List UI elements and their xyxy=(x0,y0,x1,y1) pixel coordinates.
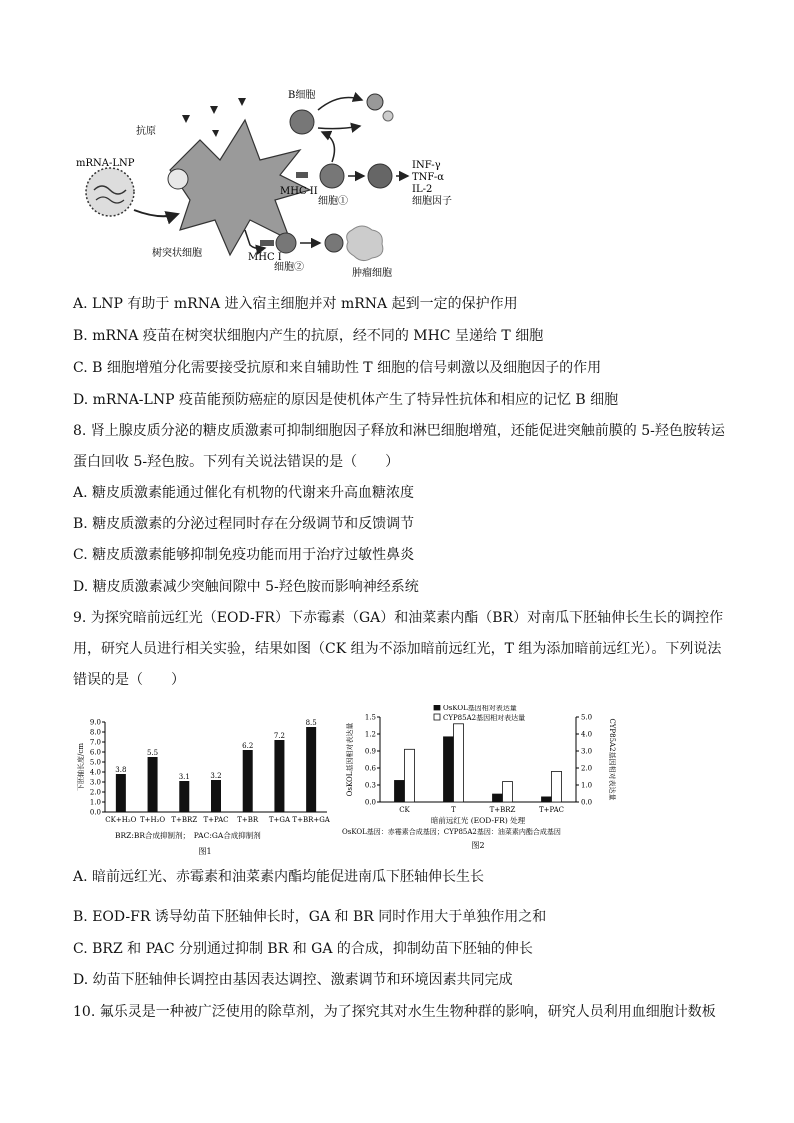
data-label: 6.2 xyxy=(242,742,254,750)
q8-stem-line2: 蛋白回收 5-羟色胺。下列有关说法错误的是（ ） xyxy=(73,454,400,470)
y-tick-label: 7.0 xyxy=(89,738,101,747)
bar xyxy=(148,757,158,812)
bar-oskol xyxy=(542,797,552,802)
x-tick-label: T+BRZ xyxy=(171,816,198,824)
chart-note: BRZ:BR合成抑制剂； PAC:GA合成抑制剂 xyxy=(115,831,261,840)
q9-stem-line2: 用，研究人员进行相关实验，结果如图（CK 组为不添加暗前远红光，T 组为添加暗前远红光）。下列说法 xyxy=(73,641,722,657)
nucleus xyxy=(168,169,188,189)
tumor-cell xyxy=(347,226,383,261)
y-tick-label-right: 4.0 xyxy=(581,730,593,739)
bar-cyp85a2 xyxy=(552,771,562,802)
legend-swatch xyxy=(434,714,440,720)
data-label: 8.5 xyxy=(305,719,317,727)
tumor-cell-label: 肿瘤细胞 xyxy=(352,268,392,279)
tnf-label: TNF-α xyxy=(412,172,445,183)
x-tick-label: T+H₂O xyxy=(139,816,166,824)
b-cell xyxy=(290,110,314,134)
q8-option-c: C. 糖皮质激素能够抑制免疫功能而用于治疗过敏性鼻炎 xyxy=(73,547,415,563)
data-label: 3.2 xyxy=(210,772,222,780)
killer-cell xyxy=(325,234,343,252)
bar xyxy=(243,750,253,812)
bar xyxy=(211,780,221,812)
y-tick-label-left: 0.3 xyxy=(364,781,376,790)
right-y-axis-label: CYP85A2基因相对表达量 xyxy=(608,718,616,801)
left-y-axis-label: OsKOL基因相对表达量 xyxy=(346,722,354,797)
q7-option-c: C. B 细胞增殖分化需要接受抗原和来自辅助性 T 细胞的信号刺激以及细胞因子的作用 xyxy=(73,360,602,376)
x-tick-label: T+BRZ xyxy=(489,806,516,814)
antigen-label: 抗原 xyxy=(136,126,156,137)
mhc2-label: MHC II xyxy=(280,186,318,197)
x-tick-label: T+GA xyxy=(268,816,291,824)
x-axis-label: 暗前远红光 (EOD-FR) 处理 xyxy=(430,816,526,825)
q8-stem-line1: 8. 肾上腺皮质分泌的糖皮质激素可抑制细胞因子释放和淋巴细胞增殖，还能促进突触前膜的 5-羟色胺转运 xyxy=(73,423,725,439)
plasma-cell xyxy=(367,94,383,110)
y-tick-label: 1.0 xyxy=(89,798,101,807)
y-tick-label-right: 3.0 xyxy=(581,747,593,756)
y-tick-label-right: 0.0 xyxy=(581,798,593,807)
cytokine-label: 细胞因子 xyxy=(412,196,452,207)
bar-oskol xyxy=(493,794,503,802)
cell-1 xyxy=(320,164,344,188)
immune-diagram xyxy=(70,80,490,285)
chart-title: 图2 xyxy=(471,841,485,850)
bar xyxy=(179,781,189,812)
bar-cyp85a2 xyxy=(405,749,415,802)
data-label: 7.2 xyxy=(273,732,285,740)
bar xyxy=(274,740,284,812)
bar xyxy=(306,727,316,812)
legend-swatch xyxy=(434,705,440,710)
x-tick-label: CK xyxy=(399,806,410,814)
y-tick-label: 9.0 xyxy=(89,718,101,727)
y-tick-label-left: 0.9 xyxy=(364,747,376,756)
x-tick-label: T+PAC xyxy=(538,806,565,814)
q9-option-b: B. EOD-FR 诱导幼苗下胚轴伸长时，GA 和 BR 同时作用大于单独作用之和 xyxy=(73,909,547,925)
q9-stem-line1: 9. 为探究暗前远红光（EOD-FR）下赤霉素（GA）和油菜素内酯（BR）对南瓜下胚轴伸长生长的调控作 xyxy=(73,610,724,626)
y-tick-label: 5.0 xyxy=(89,758,101,767)
q7-option-b: B. mRNA 疫苗在树突状细胞内产生的抗原，经不同的 MHC 呈递给 T 细胞 xyxy=(73,328,544,344)
memory-cell xyxy=(383,111,393,121)
y-tick-label: 3.0 xyxy=(89,778,101,787)
q9-stem-line3: 错误的是（ ） xyxy=(73,672,185,688)
data-label: 5.5 xyxy=(147,749,159,757)
chart-title: 图1 xyxy=(198,847,212,856)
bar-oskol xyxy=(395,780,405,802)
q8-option-d: D. 糖皮质激素减少突触间隙中 5-羟色胺而影响神经系统 xyxy=(73,579,419,595)
figure-1-bar-chart xyxy=(75,710,335,860)
y-tick-label: 8.0 xyxy=(89,728,101,737)
q9-option-c: C. BRZ 和 PAC 分别通过抑制 BR 和 GA 的合成，抑制幼苗下胚轴的伸长 xyxy=(73,941,533,957)
y-tick-label-left: 0.0 xyxy=(364,798,376,807)
x-tick-label: T xyxy=(451,806,456,814)
ifn-label: INF-γ xyxy=(412,160,441,171)
b-cell-label: B细胞 xyxy=(288,90,316,101)
q8-option-a: A. 糖皮质激素能通过催化有机物的代谢来升高血糖浓度 xyxy=(73,485,415,501)
q9-option-a: A. 暗前远红光、赤霉素和油菜素内酯均能促进南瓜下胚轴伸长生长 xyxy=(73,869,485,885)
x-tick-label: T+PAC xyxy=(203,816,229,824)
y-tick-label-left: 1.5 xyxy=(364,713,376,722)
y-tick-label-right: 1.0 xyxy=(581,781,593,790)
figure-2-bar-chart xyxy=(340,705,630,860)
q7-option-d: D. mRNA-LNP 疫苗能预防癌症的原因是使机体产生了特异性抗体和相应的记忆 B 细胞 xyxy=(73,392,619,408)
x-tick-label: CK+H₂O xyxy=(105,816,137,824)
q7-option-a: A. LNP 有助于 mRNA 进入宿主细胞并对 mRNA 起到一定的保护作用 xyxy=(73,296,518,312)
y-tick-label: 4.0 xyxy=(89,768,101,777)
data-label: 3.1 xyxy=(178,773,190,781)
dendritic-cell-label: 树突状细胞 xyxy=(152,248,202,259)
y-axis-label: 下胚轴长度/cm xyxy=(77,743,85,791)
data-label: 3.8 xyxy=(115,766,127,774)
mhc1-label: MHC I xyxy=(248,252,282,263)
q10-stem-line1: 10. 氟乐灵是一种被广泛使用的除草剂，为了探究其对水生生物种群的影响，研究人员利用血细胞计数板 xyxy=(73,1004,716,1020)
y-tick-label: 2.0 xyxy=(89,788,101,797)
y-tick-label: 0.0 xyxy=(89,808,101,817)
q9-option-d: D. 幼苗下胚轴伸长调控由基因表达调控、激素调节和环境因素共同完成 xyxy=(73,972,513,988)
activated-t-cell xyxy=(368,164,392,188)
mrna-lnp-particle xyxy=(86,168,134,216)
mrna-lnp-label: mRNA-LNP xyxy=(76,158,135,169)
y-tick-label-left: 1.2 xyxy=(364,730,376,739)
bar-cyp85a2 xyxy=(454,724,464,802)
y-tick-label-left: 0.6 xyxy=(364,764,376,773)
x-tick-label: T+BR xyxy=(237,816,259,824)
legend-label: CYP85A2基因相对表达量 xyxy=(443,714,526,722)
chart-note: OsKOL基因：赤霉素合成基因；CYP85A2基因：油菜素内酯合成基因 xyxy=(342,828,561,836)
cell-1-label: 细胞① xyxy=(318,196,348,207)
bar-cyp85a2 xyxy=(503,782,513,802)
cell-2-label: 细胞② xyxy=(274,262,304,273)
y-tick-label-right: 2.0 xyxy=(581,764,593,773)
bar xyxy=(116,774,126,812)
il2-label: IL-2 xyxy=(412,184,433,195)
cell-2 xyxy=(276,233,296,253)
q8-option-b: B. 糖皮质激素的分泌过程同时存在分级调节和反馈调节 xyxy=(73,516,415,532)
y-tick-label: 6.0 xyxy=(89,748,101,757)
legend-label: OsKOL基因相对表达量 xyxy=(443,705,517,712)
y-tick-label-right: 5.0 xyxy=(581,713,593,722)
bar-oskol xyxy=(444,737,454,802)
x-tick-label: T+BR+GA xyxy=(292,816,330,824)
